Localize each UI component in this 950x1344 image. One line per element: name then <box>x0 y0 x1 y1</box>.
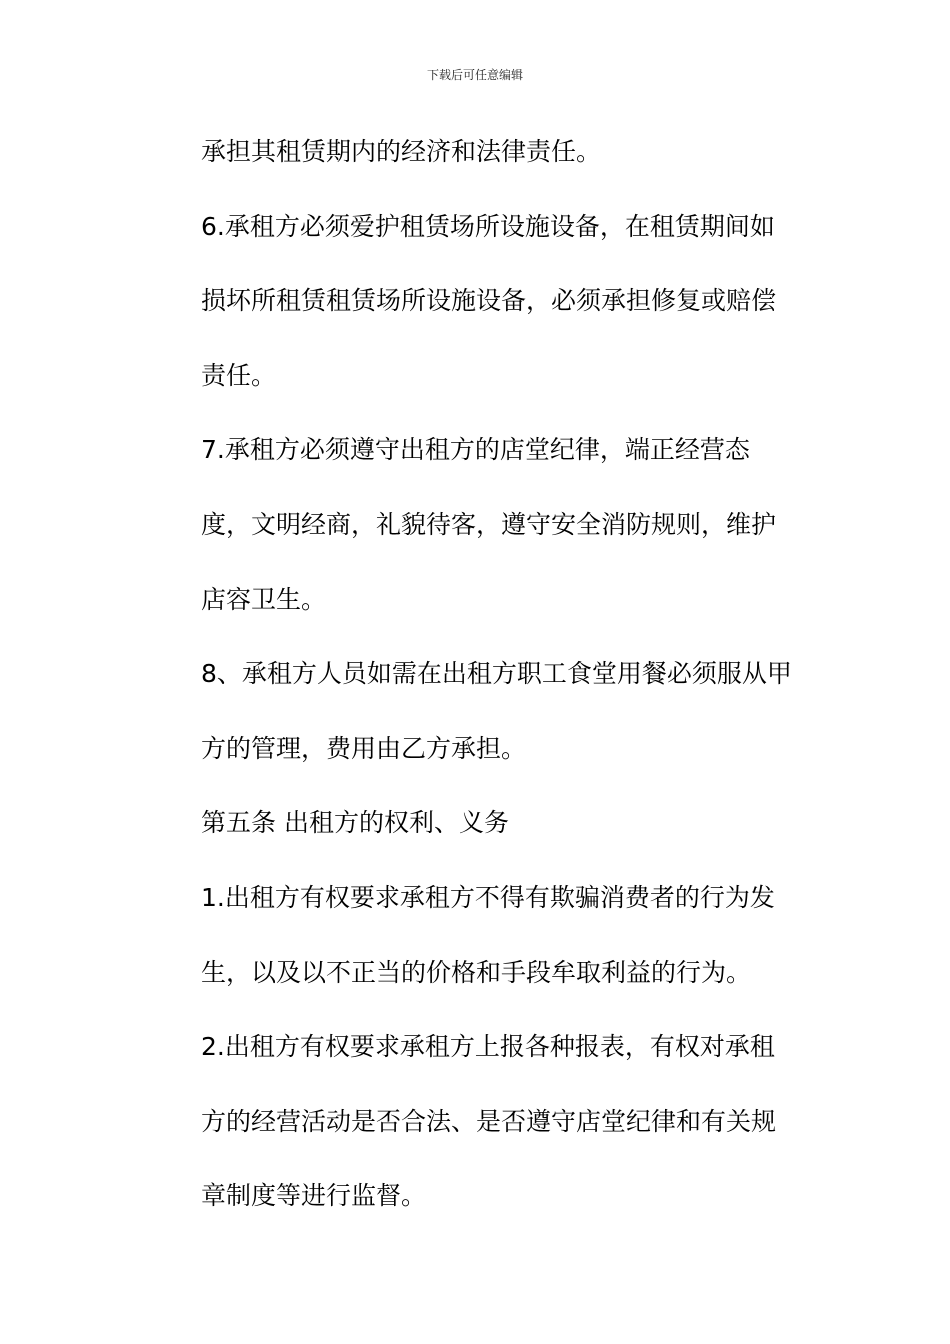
paragraph-line: 度，文明经商，礼貌待客，遵守安全消防规则，维护 <box>201 509 777 539</box>
section-heading: 第五条 出租方的权利、义务 <box>201 808 509 838</box>
paragraph-line: 1.出租方有权要求承租方不得有欺骗消费者的行为发 <box>201 882 775 912</box>
paragraph-line: 责任。 <box>201 360 277 390</box>
paragraph-line: 章制度等进行监督。 <box>201 1181 427 1211</box>
page-header: 下载后可任意编辑 <box>426 68 523 82</box>
paragraph-line: 承担其租赁期内的经济和法律责任。 <box>201 137 602 166</box>
document-body <box>201 126 841 1245</box>
paragraph-line: 店容卫生。 <box>201 584 327 614</box>
paragraph-line: 损坏所租赁租赁场所设施设备，必须承担修复或赔偿 <box>201 286 777 316</box>
paragraph-line: 6.承租方必须爱护租赁场所设施设备，在租赁期间如 <box>201 211 775 241</box>
paragraph-line: 方的管理，费用由乙方承担。 <box>201 733 527 763</box>
paragraph-line: 7.承租方必须遵守出租方的店堂纪律，端正经营态 <box>201 435 750 465</box>
paragraph-line: 8、承租方人员如需在出租方职工食堂用餐必须服从甲 <box>201 659 792 689</box>
paragraph-line: 2.出租方有权要求承租方上报各种报表，有权对承租 <box>201 1032 775 1062</box>
paragraph-line: 方的经营活动是否合法、是否遵守店堂纪律和有关规 <box>201 1106 777 1136</box>
paragraph-line: 生，以及以不正当的价格和手段牟取利益的行为。 <box>201 957 752 987</box>
